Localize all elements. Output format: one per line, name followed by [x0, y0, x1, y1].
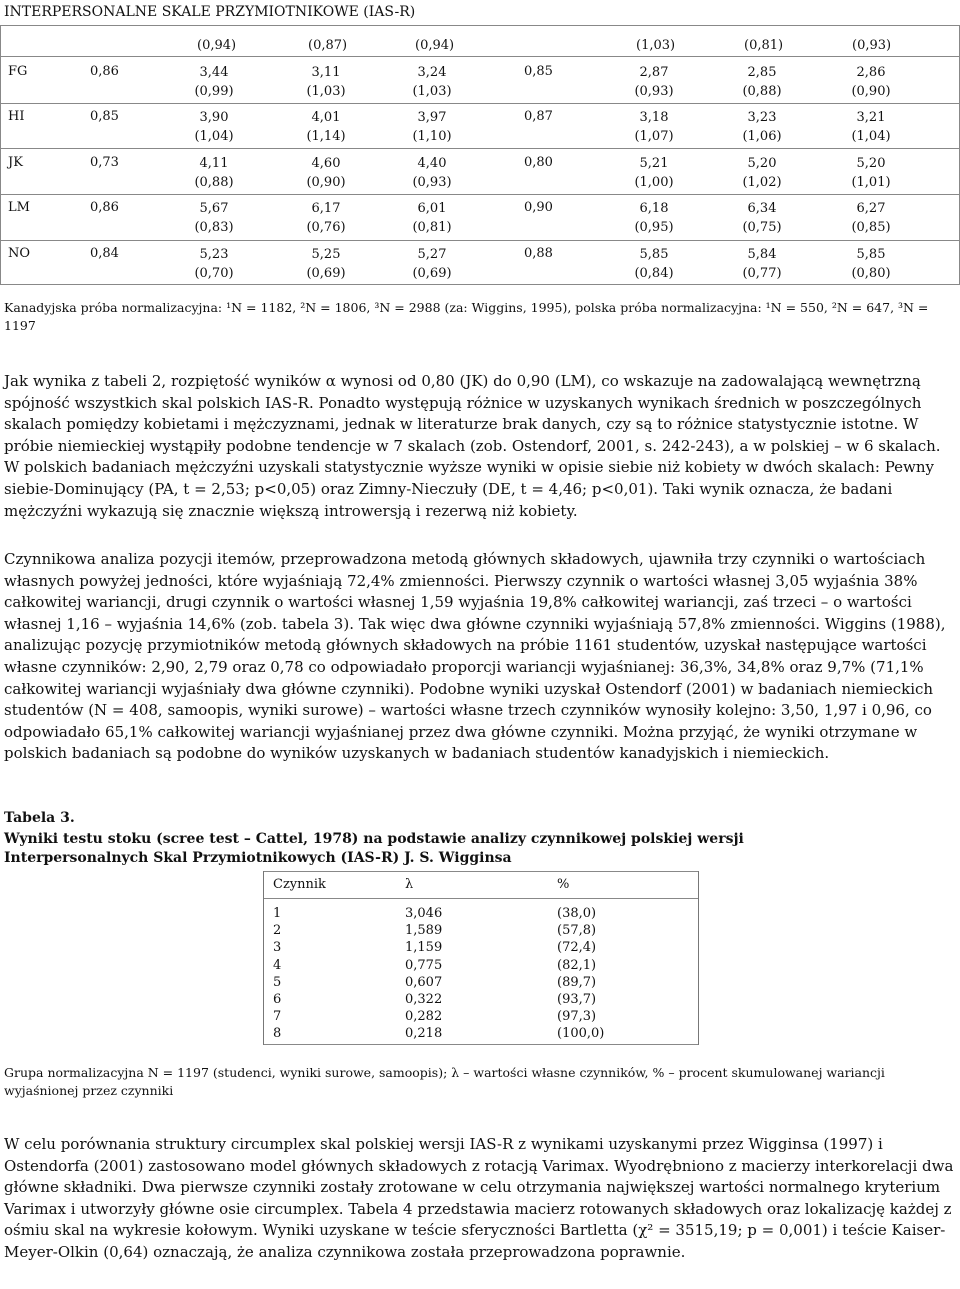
scale-label: LM — [8, 200, 30, 215]
header-cell: (0,87) — [308, 38, 348, 53]
alpha-value: 0,86 — [90, 200, 119, 215]
column-header: λ — [405, 877, 414, 892]
body-paragraph: Jak wynika z tabeli 2, rozpiętość wyników α wynosi od 0,80 (JK) do 0,90 (LM), co wskazuje na zadowalającą wewnętrzną spójność wszystkich skal polskich IAS-R. Ponadto występują różnice w uzyskanych wynikach średnich w poszczególnych skalach pomiędzy kobietami i mężczyznami, jednak w literaturze brak danych, czy są to różnice statystycznie istotne. W próbie niemieckiej wystąpiły podobne tendencje w 7 skalach (zob. Ostendorf, 2001, s. 242-243), a w polskiej – w 6 skalach. W polskich badaniach mężczyźni uzyskali statystycznie wyższe wyniki w opisie siebie niż kobiety w dwóch skalach: Pewny siebie-Dominujący (PA, t = 2,53; p<0,05) oraz Zimny-Nieczuły (DE, t = 4,46; p<0,01). Taki wynik oznacza, że badani mężczyźni wykazują się znacznie większą introwersją i rezerwą niż kobiety. — [4, 372, 941, 520]
lambda-column: 3,046 1,589 1,159 0,775 0,607 0,322 0,282 0,218 — [405, 906, 443, 1042]
alpha-value: 0,85 — [90, 109, 119, 124]
mean-sd: 5,20 (1,01) — [851, 156, 891, 190]
mean-sd: 3,18 (1,07) — [634, 110, 674, 144]
body-paragraph: Czynnikowa analiza pozycji itemów, przeprowadzona metodą głównych składowych, ujawniła trzy czynniki o wartościach własnych powyżej jedności, które wyjaśniają 72,4% zmienności. Pierwszy czynnik o wartości własnej 3,05 wyjaśnia 38% całkowitej wariancji, drugi czynnik o wartości własnej 1,59 wyjaśnia 19,8% całkowitej wariancji, zaś trzeci – o wartości własnej 1,16 – wyjaśnia 14,6% (zob. tabela 3). Tak więc dwa główne czynniki wyjaśniają 57,8% zmienności. Wiggins (1988), analizując pozycję przymiotników metodą głównych składowych na próbie 1161 studentów, uzyskał następujące wartości własne czynników: 2,90, 2,79 oraz 0,78 co odpowiadało proporcji wariancji wyjaśnianej: 36,3%, 34,8% oraz 9,7% (71,1% całkowitej wariancji wyjaśniały dwa główne czynniki). Podobne wyniki uzyskał Ostendorf (2001) w badaniach niemieckich studentów (N = 408, samoopis, wyniki surowe) – wartości własne trzech czynników wynosiły kolejno: 3,50, 1,97 i 0,96, co odpowiadało 65,1% całkowitej wariancji wyjaśnianej przez dwa główne czynniki. Można przyjąć, że wyniki otrzymane w polskich badaniach są podobne do wyników uzyskanych w badaniach studentów kanadyjskich i niemieckich. — [4, 550, 946, 763]
mean-sd: 5,21 (1,00) — [634, 156, 674, 190]
mean-sd: 3,21 (1,04) — [851, 110, 891, 144]
rule — [0, 240, 960, 241]
mean-sd: 5,84 (0,77) — [742, 247, 782, 281]
mean-sd: 6,01 (0,81) — [412, 201, 452, 235]
column-header: Czynnik — [273, 877, 326, 892]
table-label: Tabela 3. — [4, 810, 75, 826]
rule — [0, 194, 960, 195]
mean-sd: 6,18 (0,95) — [634, 201, 674, 235]
alpha-value: 0,86 — [90, 64, 119, 79]
rule — [0, 284, 960, 285]
header-cell: (0,94) — [415, 38, 455, 53]
table-title: INTERPERSONALNE SKALE PRZYMIOTNIKOWE (IAS-R) — [4, 4, 416, 20]
mean-sd: 6,17 (0,76) — [306, 201, 346, 235]
rule — [0, 103, 960, 104]
mean-sd: 4,60 (0,90) — [306, 156, 346, 190]
mean-sd: 3,97 (1,10) — [412, 110, 452, 144]
mean-sd: 5,85 (0,84) — [634, 247, 674, 281]
mean-sd: 3,11 (1,03) — [306, 65, 346, 99]
alpha-value: 0,84 — [90, 246, 119, 261]
mean-sd: 4,40 (0,93) — [412, 156, 452, 190]
header-cell: (1,03) — [636, 38, 676, 53]
scale-label: FG — [8, 64, 28, 79]
mean-sd: 2,86 (0,90) — [851, 65, 891, 99]
mean-sd: 3,90 (1,04) — [194, 110, 234, 144]
mean-sd: 5,20 (1,02) — [742, 156, 782, 190]
mean-sd: 5,27 (0,69) — [412, 247, 452, 281]
mean-sd: 5,85 (0,80) — [851, 247, 891, 281]
alpha-value: 0,73 — [90, 155, 119, 170]
column-header: % — [557, 877, 570, 892]
mean-sd: 2,85 (0,88) — [742, 65, 782, 99]
mean-sd: 5,67 (0,83) — [194, 201, 234, 235]
scale-label: NO — [8, 246, 31, 261]
mean-sd: 6,34 (0,75) — [742, 201, 782, 235]
mean-sd: 3,24 (1,03) — [412, 65, 452, 99]
header-cell: (0,81) — [744, 38, 784, 53]
mean-sd: 3,23 (1,06) — [742, 110, 782, 144]
rule — [0, 56, 960, 57]
scale-label: HI — [8, 109, 25, 124]
percent-column: (38,0) (57,8) (72,4) (82,1) (89,7) (93,7) (97,3) (100,0) — [557, 906, 605, 1042]
table-note: Grupa normalizacyjna N = 1197 (studenci, wyniki surowe, samoopis); λ – wartości własne czynników, % – procent skumulowanej wariancji wyjaśnionej przez czynniki — [4, 1065, 885, 1098]
mean-sd: 6,27 (0,85) — [851, 201, 891, 235]
factor-column: 1 2 3 4 5 6 7 8 — [273, 906, 282, 1042]
table3 — [263, 871, 699, 1045]
mean-sd: 4,01 (1,14) — [306, 110, 346, 144]
mean-sd: 4,11 (0,88) — [194, 156, 234, 190]
scale-label: JK — [8, 155, 23, 170]
mean-sd: 5,25 (0,69) — [306, 247, 346, 281]
table-caption: Wyniki testu stoku (scree test – Cattel, 1978) na podstawie analizy czynnikowej polskiej wersji Interpersonalnych Skal Przymiotnikowych (IAS-R) J. S. Wigginsa — [4, 831, 744, 866]
divider — [0, 25, 1, 284]
mean-sd: 5,23 (0,70) — [194, 247, 234, 281]
rule — [0, 148, 960, 149]
header-cell: (0,94) — [197, 38, 237, 53]
alpha-value: 0,88 — [524, 246, 553, 261]
rule — [0, 25, 960, 26]
mean-sd: 2,87 (0,93) — [634, 65, 674, 99]
header-cell: (0,93) — [852, 38, 892, 53]
alpha-value: 0,87 — [524, 109, 553, 124]
mean-sd: 3,44 (0,99) — [194, 65, 234, 99]
alpha-value: 0,85 — [524, 64, 553, 79]
table-footnote: Kanadyjska próba normalizacyjna: ¹N = 1182, ²N = 1806, ³N = 2988 (za: Wiggins, 1995), polska próba normalizacyjna: ¹N = 550, ²N = 647, ³N = 1197 — [4, 300, 929, 333]
body-paragraph: W celu porównania struktury circumplex skal polskiej wersji IAS-R z wynikami uzyskanymi przez Wigginsa (1997) i Ostendorfa (2001) zastosowano model głównych składowych z rotacją Varimax. Wyodrębniono z macierzy interkorelacji dwa główne składniki. Dwa pierwsze czynniki zostały zrotowane w celu otrzymania największej wartości normalnego kryterium Varimax i utworzyły główne osie circumplex. Tabela 4 przedstawia macierz rotowanych składowych oraz lokalizację każdej z ośmiu skal na wykresie kołowym. Wyniki uzyskane w teście sferyczności Bartletta (χ² = 3515,19; p = 0,001) i teście Kaiser-Meyer-Olkin (0,64) oznaczają, że analiza czynnikowa została przeprowadzona poprawnie. — [4, 1135, 954, 1261]
alpha-value: 0,80 — [524, 155, 553, 170]
alpha-value: 0,90 — [524, 200, 553, 215]
